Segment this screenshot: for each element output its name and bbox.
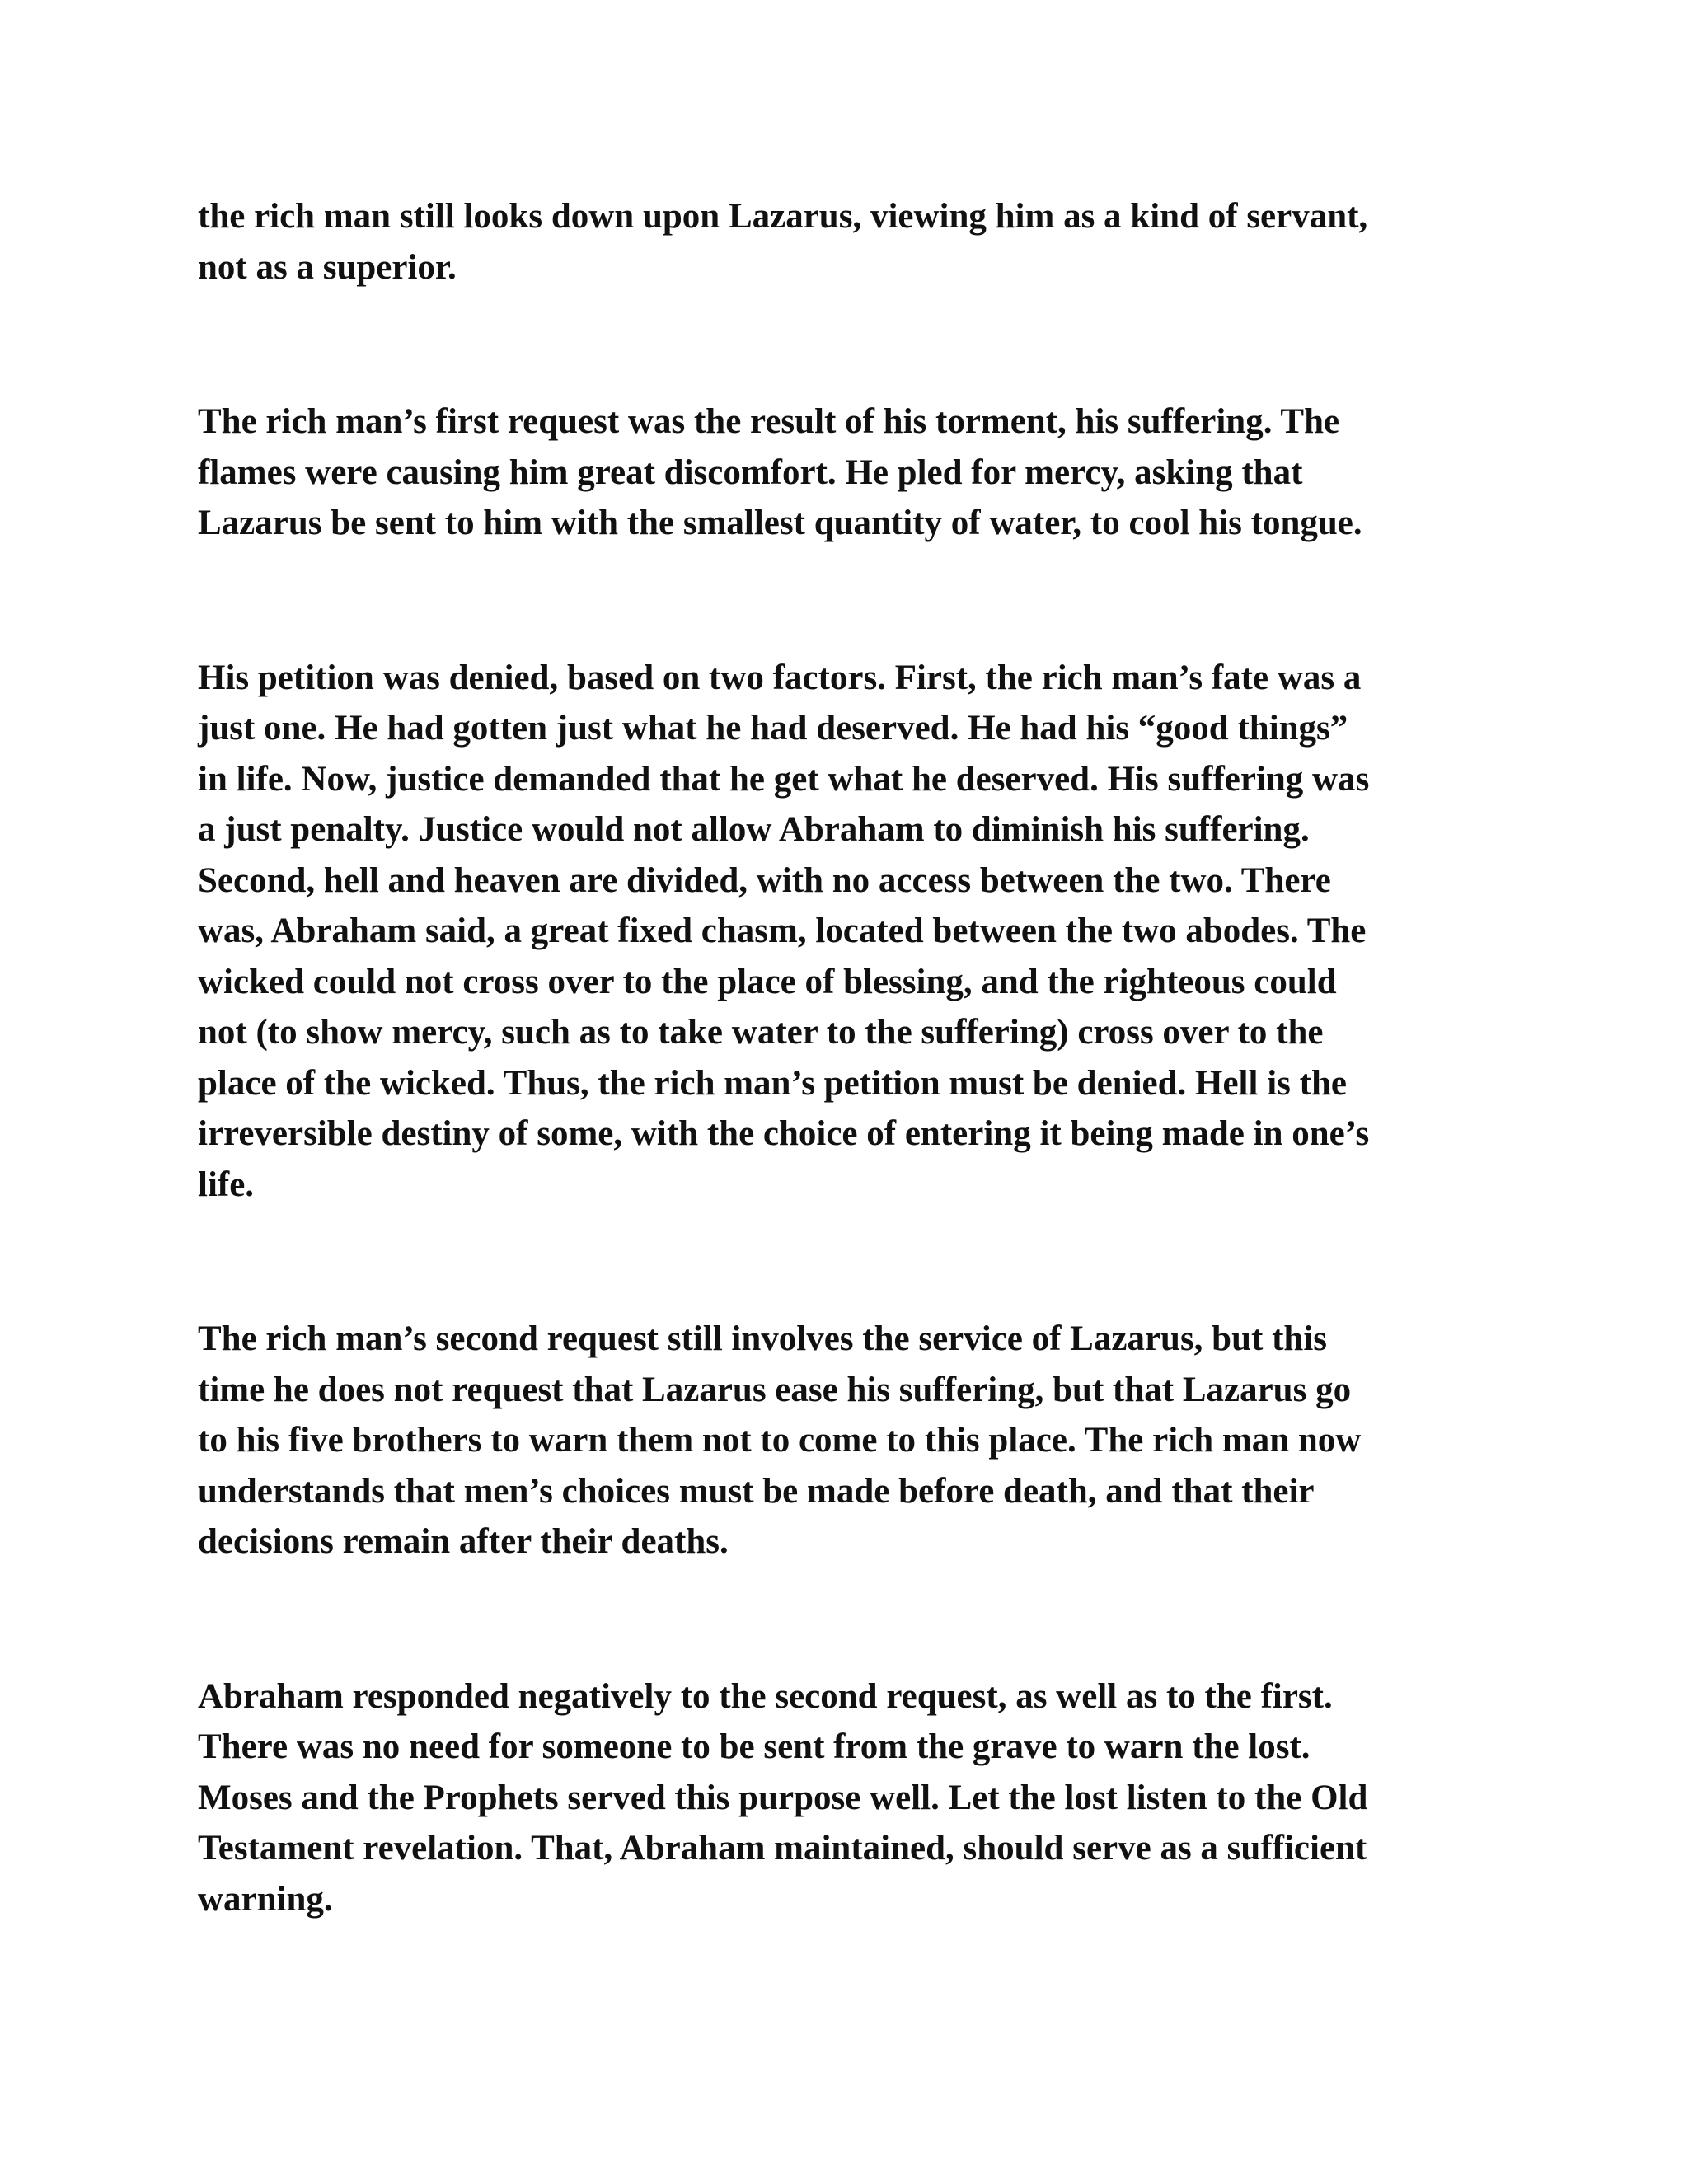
paragraph-2: The rich man’s first request was the result of his torment, his suffering. The flames were causing him great discomfort. He pled for mercy, asking that Lazarus be sent to him with the smallest quantity of water, to cool his tongue. [198,402,1362,542]
document-body [198,191,1492,1924]
paragraph-4: The rich man’s second request still involves the service of Lazarus, but this time he does not request that Lazarus ease his suffering, but that Lazarus go to his five brothers to warn them not to come to this place. The rich man now understands that men’s choices must be made before death, and that their decisions remain after their deaths. [198,1319,1362,1561]
paragraph-3: His petition was denied, based on two factors. First, the rich man’s fate was a just one. He had gotten just what he had deserved. He had his “good things” in life. Now, justice demanded that he get what he deserved. His suffering was a just penalty. Justice would not allow Abraham to diminish his suffering. Second, hell and heaven are divided, with no access between the two. There was, Abraham said, a great fixed chasm, located between the two abodes. The wicked could not cross over to the place of blessing, and the righteous could not (to show mercy, such as to take water to the suffering) cross over to the place of the wicked. Thus, the rich man’s petition must be denied. Hell is the irreversible destiny of some, with the choice of entering it being made in one’s life. [198,658,1370,1204]
paragraph-5: Abraham responded negatively to the second request, as well as to the first. There was no need for someone to be sent from the grave to warn the lost. Moses and the Prophets served this purpose well. Let the lost listen to the Old Testament revelation. That, Abraham maintained, should serve as a sufficient warning. [198,1676,1368,1919]
paragraph-1: the rich man still looks down upon Lazarus, viewing him as a kind of servant, not as a superior. [198,197,1368,287]
